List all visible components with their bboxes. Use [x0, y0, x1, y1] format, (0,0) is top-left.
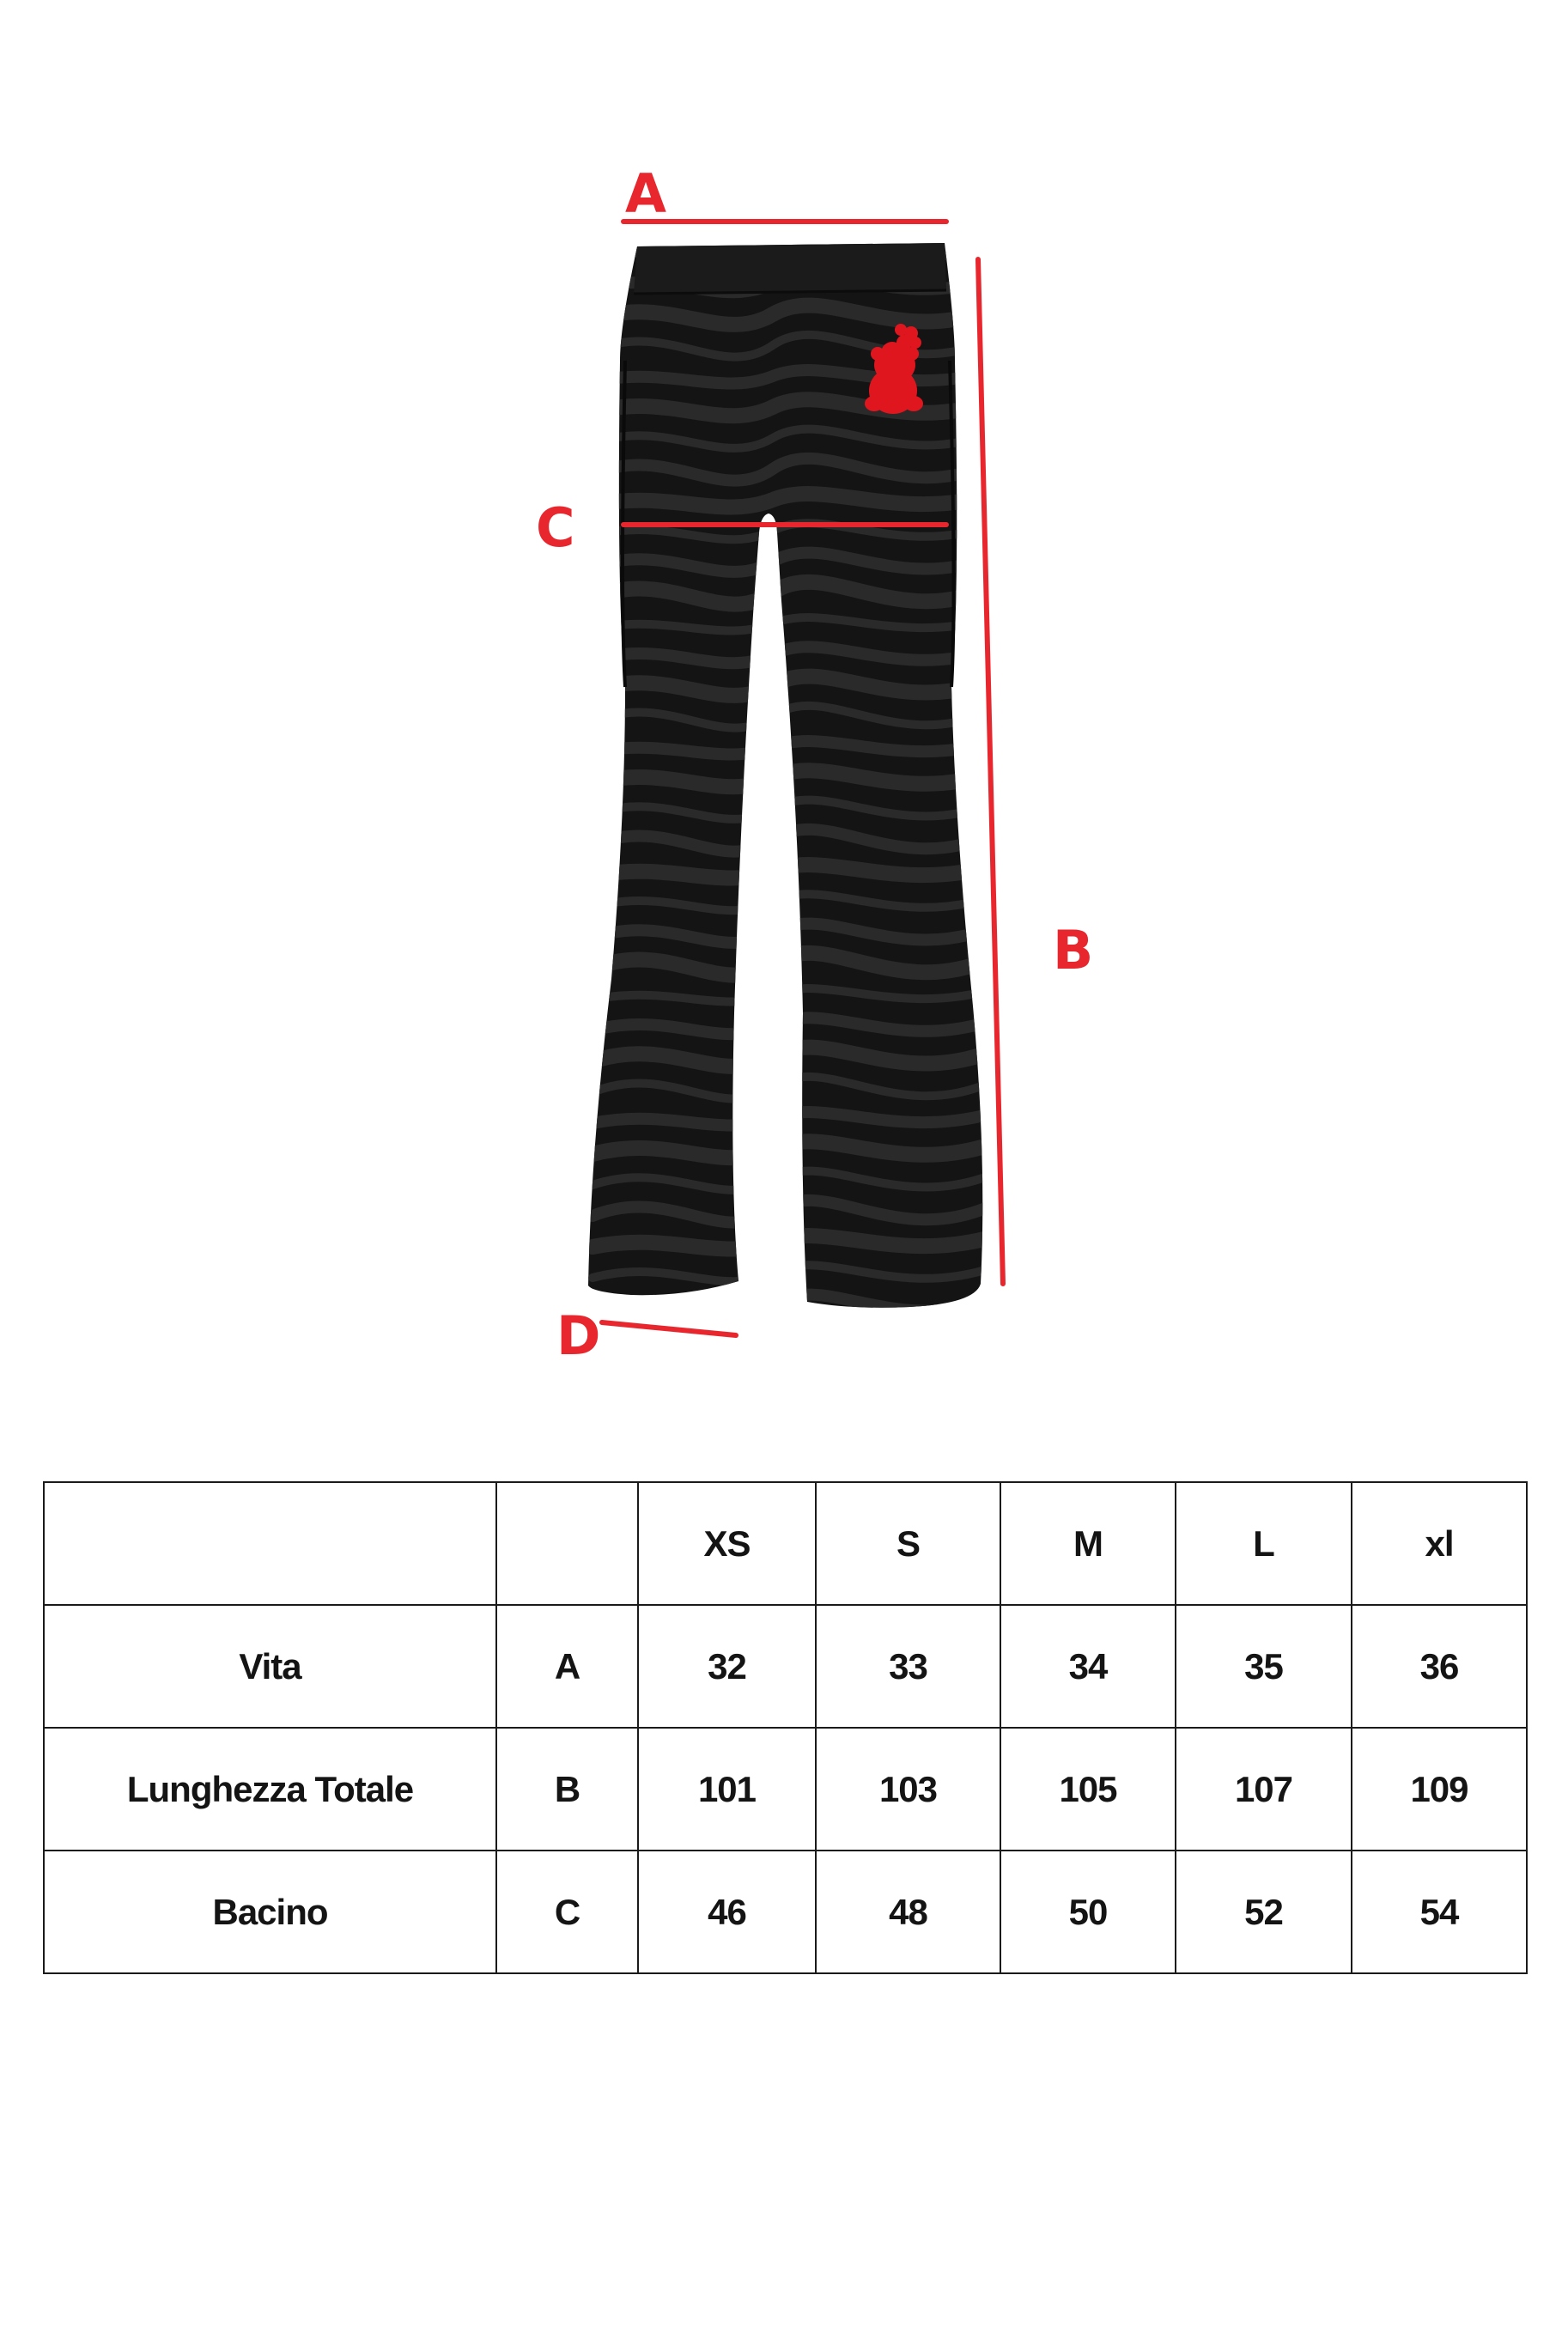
table-row — [44, 1605, 1527, 1728]
value-cell: 109 — [1352, 1728, 1527, 1851]
label-a: A — [625, 162, 666, 225]
header-size-l: L — [1176, 1482, 1352, 1605]
value-cell: 35 — [1176, 1605, 1352, 1728]
value-cell: 46 — [638, 1851, 816, 1973]
value-cell: 48 — [816, 1851, 1000, 1973]
row-name-cell: Vita — [44, 1605, 496, 1728]
header-size-m: M — [1000, 1482, 1176, 1605]
waistband — [634, 243, 946, 294]
table-header-row — [44, 1482, 1527, 1605]
value-cell: 34 — [1000, 1605, 1176, 1728]
value-cell: 103 — [816, 1728, 1000, 1851]
value-cell: 54 — [1352, 1851, 1527, 1973]
value-cell: 36 — [1352, 1605, 1527, 1728]
label-d: D — [556, 1304, 601, 1367]
line-d — [602, 1322, 736, 1335]
row-code-cell: C — [496, 1851, 638, 1973]
trousers-illustration — [588, 243, 988, 1346]
header-code-cell — [496, 1482, 638, 1605]
value-cell: 105 — [1000, 1728, 1176, 1851]
line-b — [978, 259, 1003, 1284]
header-size-xl: xl — [1352, 1482, 1527, 1605]
table-row — [44, 1851, 1527, 1973]
value-cell: 107 — [1176, 1728, 1352, 1851]
table-row — [44, 1728, 1527, 1851]
size-chart-table — [43, 1481, 1528, 1974]
header-empty-cell — [44, 1482, 496, 1605]
value-cell: 32 — [638, 1605, 816, 1728]
value-cell: 50 — [1000, 1851, 1176, 1973]
row-name-cell: Lunghezza Totale — [44, 1728, 496, 1851]
label-b: B — [1053, 919, 1094, 982]
row-code-cell: B — [496, 1728, 638, 1851]
row-code-cell: A — [496, 1605, 638, 1728]
label-c: C — [536, 496, 575, 559]
value-cell: 33 — [816, 1605, 1000, 1728]
row-name-cell: Bacino — [44, 1851, 496, 1973]
header-size-xs: XS — [638, 1482, 816, 1605]
value-cell: 52 — [1176, 1851, 1352, 1973]
value-cell: 101 — [638, 1728, 816, 1851]
header-size-s: S — [816, 1482, 1000, 1605]
